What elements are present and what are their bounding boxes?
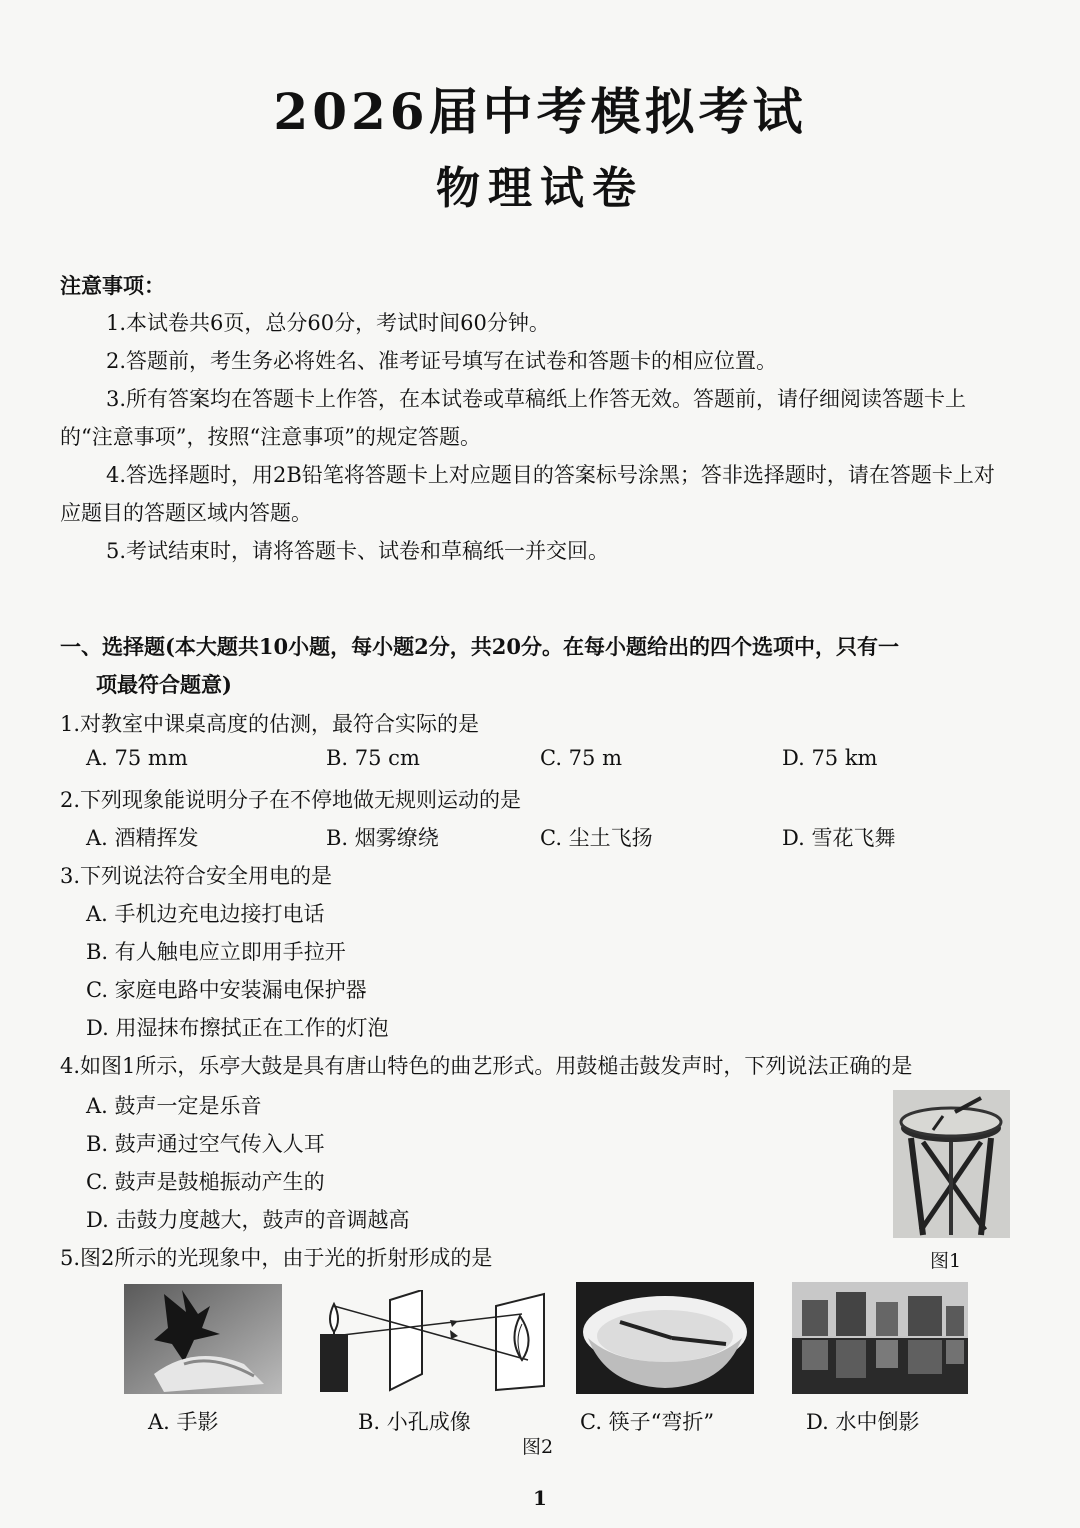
figure-2-caption: 图2 <box>522 1436 554 1458</box>
notice-item: 4.答选择题时，用2B铅笔将答题卡上对应题目的答案标号涂黑；答非选择题时，请在答题卡上对应题目的答题区域内答题。 <box>60 463 995 525</box>
notice-item: 3.所有答案均在答题卡上作答，在本试卷或草稿纸上作答无效。答题前，请仔细阅读答题卡上的“注意事项”，按照“注意事项”的规定答题。 <box>60 387 967 449</box>
page-number: 1 <box>533 1486 547 1510</box>
question-4-option-d: D. 击鼓力度越大，鼓声的音调越高 <box>86 1208 410 1232</box>
section-heading-line2: 项最符合题意) <box>96 672 232 697</box>
notice-list <box>60 304 1010 570</box>
figure-1-caption: 图1 <box>930 1250 962 1272</box>
exam-title: 2026届中考模拟考试 <box>273 82 807 141</box>
notice-item: 2.答题前，考生务必将姓名、准考证号填写在试卷和答题卡的相应位置。 <box>106 349 778 373</box>
question-5-option-c: C. 筷子“弯折” <box>580 1410 715 1434</box>
question-2-option-a: A. 酒精挥发 <box>86 826 199 850</box>
question-2-option-c: C. 尘土飞扬 <box>540 826 653 850</box>
notice-item: 1.本试卷共6页，总分60分，考试时间60分钟。 <box>106 311 550 335</box>
chopstick-bowl-photo <box>576 1282 754 1394</box>
question-5-option-a: A. 手影 <box>148 1410 219 1434</box>
question-2-option-b: B. 烟雾缭绕 <box>326 826 439 850</box>
hand-shadow-photo <box>124 1284 282 1394</box>
section-heading <box>60 628 1020 704</box>
question-4-option-b: B. 鼓声通过空气传入人耳 <box>86 1132 325 1156</box>
question-2-stem: 2.下列现象能说明分子在不停地做无规则运动的是 <box>60 788 522 812</box>
question-5-option-d: D. 水中倒影 <box>806 1410 920 1434</box>
section-heading-line1: 一、选择题(本大题共10小题，每小题2分，共20分。在每小题给出的四个选项中，只有一 <box>60 634 899 659</box>
question-4-option-c: C. 鼓声是鼓槌振动产生的 <box>86 1170 325 1194</box>
notice-heading: 注意事项： <box>60 273 165 298</box>
question-1-option-d: D. 75 km <box>782 746 878 770</box>
question-1-option-b: B. 75 cm <box>326 746 420 770</box>
notice-item: 5.考试结束时，请将答题卡、试卷和草稿纸一并交回。 <box>106 539 610 563</box>
question-3-stem: 3.下列说法符合安全用电的是 <box>60 864 333 888</box>
water-reflection-photo <box>792 1282 968 1394</box>
question-3-option-b: B. 有人触电应立即用手拉开 <box>86 940 346 964</box>
drum-photo <box>893 1090 1010 1238</box>
question-2-option-d: D. 雪花飞舞 <box>782 826 896 850</box>
question-1-stem: 1.对教室中课桌高度的估测，最符合实际的是 <box>60 712 480 736</box>
question-1-option-a: A. 75 mm <box>86 746 188 770</box>
question-3-option-a: A. 手机边充电边接打电话 <box>86 902 325 926</box>
question-4-stem: 4.如图1所示，乐亭大鼓是具有唐山特色的曲艺形式。用鼓槌击鼓发声时，下列说法正确的是 <box>60 1054 913 1078</box>
question-3-option-c: C. 家庭电路中安装漏电保护器 <box>86 978 367 1002</box>
question-4-option-a: A. 鼓声一定是乐音 <box>86 1094 262 1118</box>
question-3-option-d: D. 用湿抹布擦拭正在工作的灯泡 <box>86 1016 389 1040</box>
question-5-option-b: B. 小孔成像 <box>358 1410 471 1434</box>
question-5-stem: 5.图2所示的光现象中，由于光的折射形成的是 <box>60 1246 493 1270</box>
pinhole-diagram <box>318 1290 550 1394</box>
exam-subtitle: 物理试卷 <box>436 163 644 214</box>
question-1-option-c: C. 75 m <box>540 746 622 770</box>
